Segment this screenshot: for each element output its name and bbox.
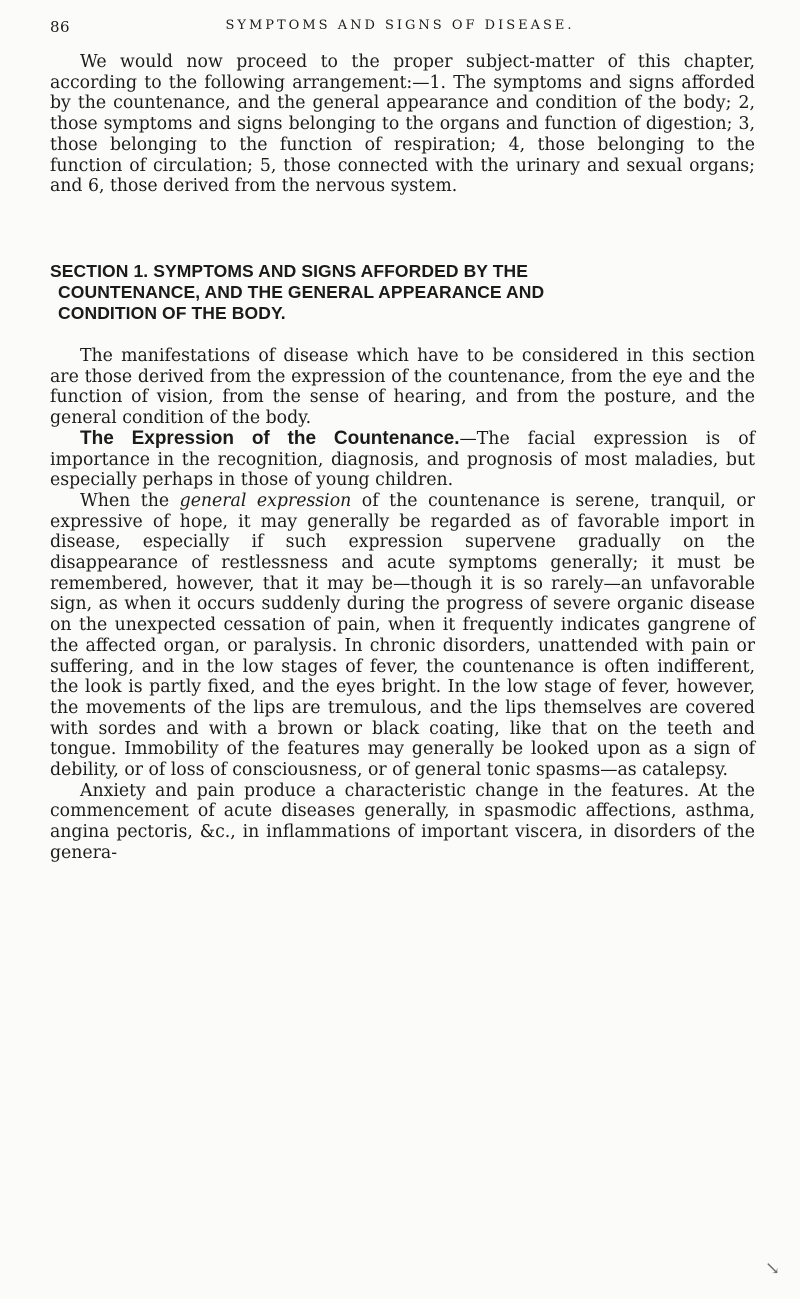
- section-paragraph-2-text: —The facial expression is of importance in the recognition, diagnosis, and prognosis of most maladies, but especially perhaps in those of young children.: [50, 428, 755, 491]
- italic-phrase: general expression: [179, 490, 352, 511]
- section-heading-line-3: CONDITION OF THE BODY.: [58, 303, 286, 323]
- section-paragraph-3-text: of the countenance is serene, tranquil, or expressive of hope, it may generally be regarded as of favorable import in disease, especially if such expression supervene gradually on the disappearance of restlessness and acute symptoms generally; it must be remembered, however, that it may be—though it is so rarely—an unfavorable sign, as when it occurs suddenly during the progress of severe organic disease on the unexpected cessation of pain, when it frequently indicates gangrene of the affected organ, or paralysis. In chronic disorders, unattended with pain or suffering, and in the low stages of fever, the countenance is often indifferent, the look is partly fixed, and the eyes bright. In the low stage of fever, however, the movements of the lips are tremulous, and the lips themselves are covered with sordes and with a brown or black coating, like that on the teeth and tongue. Immobility of the features may generally be looked upon as a sign of debility, or of loss of consciousness, or of general tonic spasms—as catalepsy.: [50, 490, 755, 781]
- section-paragraph-3-lead: When the: [80, 490, 180, 511]
- running-header: [50, 18, 750, 48]
- intro-paragraph-block: [50, 52, 755, 197]
- section-paragraph-2: [50, 429, 755, 491]
- running-title: SYMPTOMS AND SIGNS OF DISEASE.: [225, 18, 575, 33]
- section-paragraph-3: [50, 491, 755, 781]
- section-body: [50, 346, 755, 864]
- run-in-heading: The Expression of the Countenance.: [80, 427, 460, 449]
- section-heading-line-1: SECTION 1. SYMPTOMS AND SIGNS AFFORDED BY THE: [50, 261, 529, 281]
- section-paragraph-1: The manifestations of disease which have to be considered in this section are those derived from the expression of the countenance, from the eye and the function of vision, from the sense of hearing, and from the posture, and the general condition of the body.: [50, 346, 755, 429]
- section-paragraph-4: Anxiety and pain produce a characteristic change in the features. At the commencement of acute diseases generally, in spasmodic affections, asthma, angina pectoris, &c., in inflammations of important viscera, in disorders of the genera-: [50, 780, 755, 863]
- section-heading-line-2: COUNTENANCE, AND THE GENERAL APPEARANCE AND: [58, 282, 545, 302]
- page-number: 86: [50, 18, 71, 36]
- section-heading: [50, 261, 763, 324]
- stray-arrow-mark: ↘: [764, 1258, 780, 1279]
- intro-paragraph: We would now proceed to the proper subject-matter of this chapter, according to the following arrangement:—1. The symptoms and signs afforded by the countenance, and the general appearance and condition of the body; 2, those symptoms and signs belonging to the organs and function of digestion; 3, those belonging to the function of respiration; 4, those belonging to the function of circulation; 5, those connected with the urinary and sexual organs; and 6, those derived from the nervous system.: [50, 52, 755, 197]
